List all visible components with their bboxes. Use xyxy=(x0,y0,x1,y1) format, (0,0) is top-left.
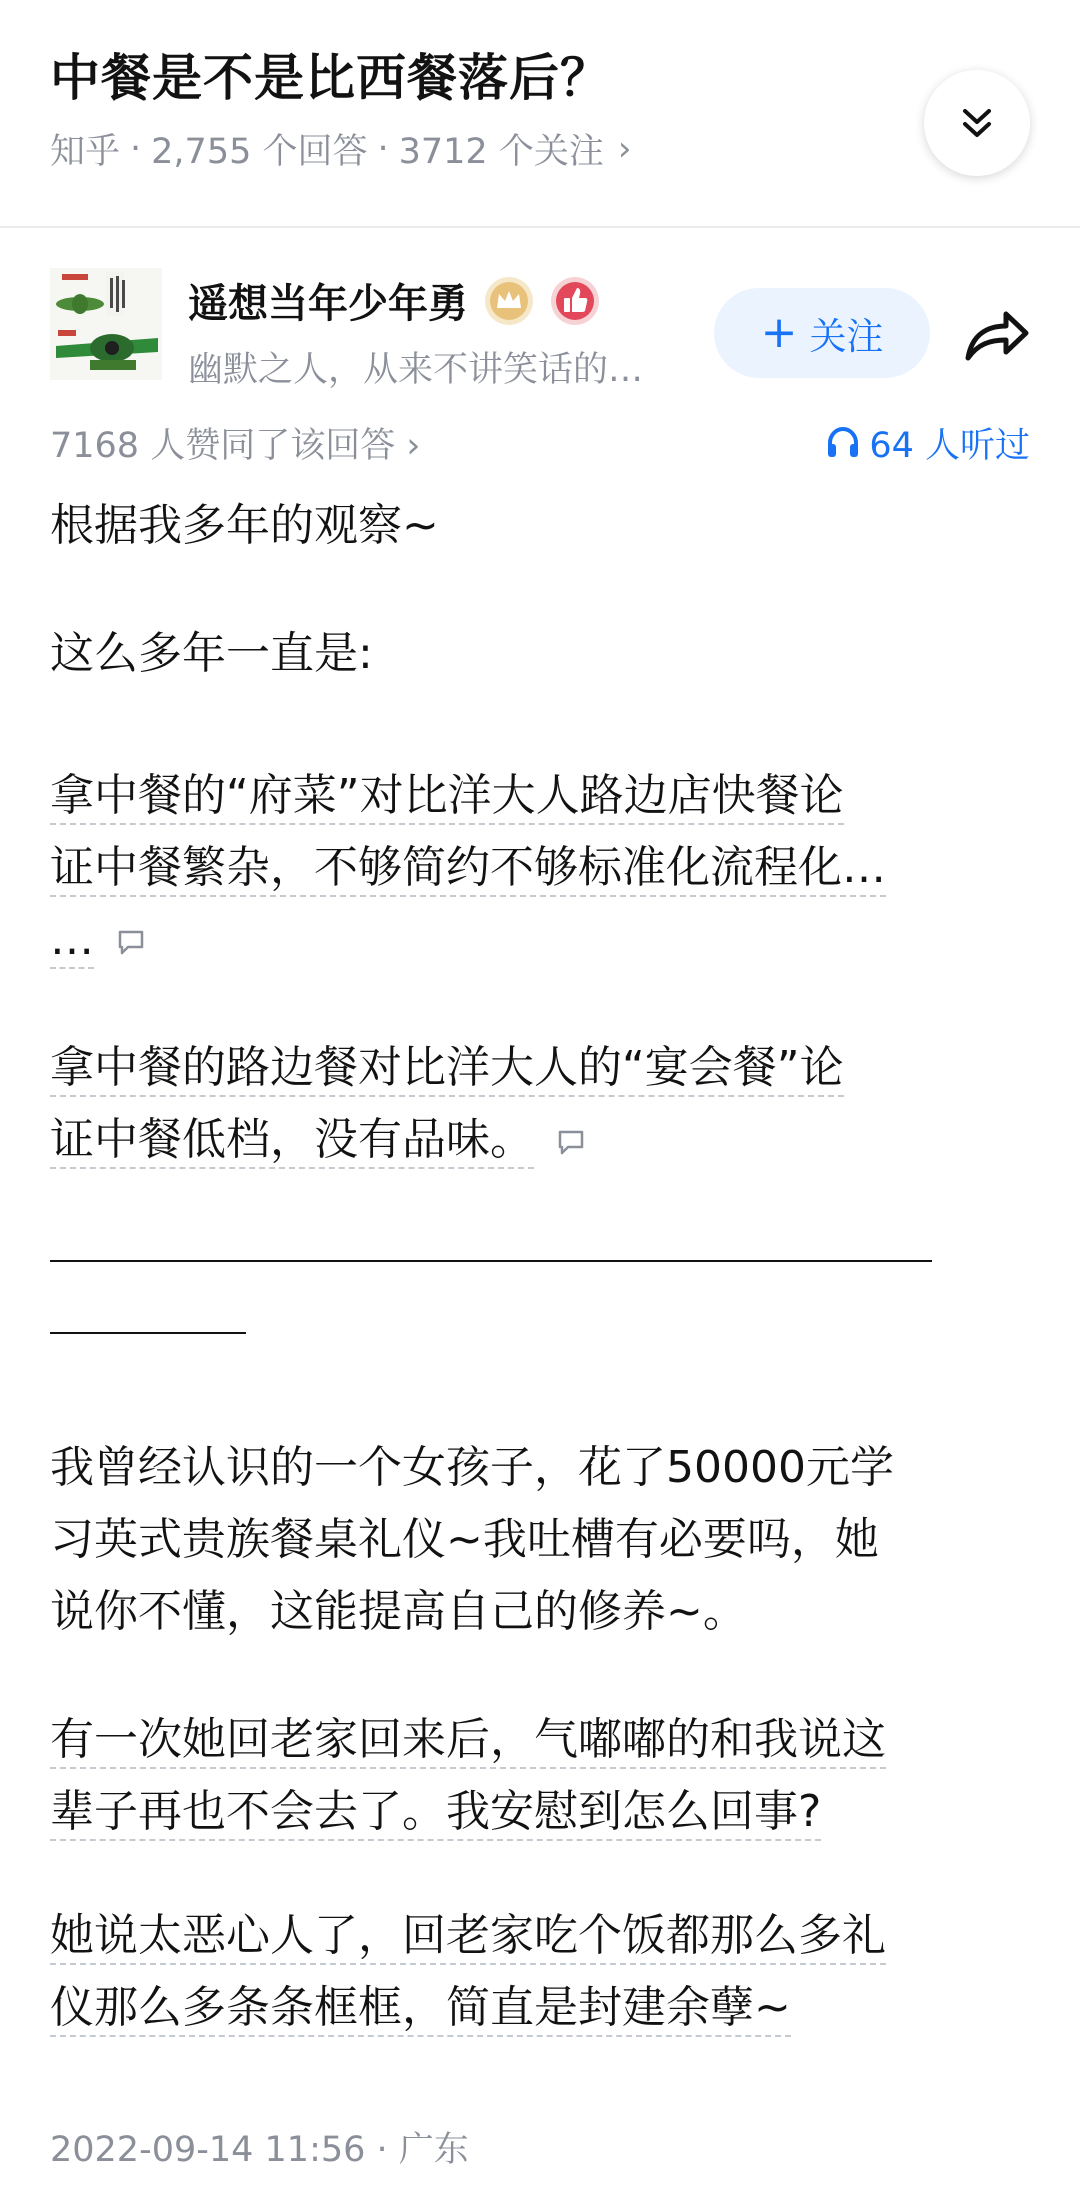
paragraph xyxy=(50,1704,886,1848)
paragraph xyxy=(50,760,886,976)
follow-button[interactable] xyxy=(714,288,930,378)
horizontal-rule xyxy=(50,1260,932,1262)
crown-badge-icon[interactable] xyxy=(484,276,534,326)
chevron-right-icon: › xyxy=(617,129,632,169)
post-date: 2022-09-14 11:56 · 广东 xyxy=(50,2130,469,2170)
comment-bubble-icon[interactable] xyxy=(556,1127,586,1157)
source-label: 知乎 xyxy=(50,132,121,172)
author-name[interactable] xyxy=(188,272,600,329)
highlighted-text[interactable]: 证中餐繁杂，不够简约不够标准化流程化… xyxy=(50,842,886,897)
highlighted-text[interactable]: 证中餐低档，没有品味。 xyxy=(50,1114,534,1169)
horizontal-rule xyxy=(50,1332,246,1334)
listened-text: 64 人听过 xyxy=(869,426,1030,466)
avatar[interactable] xyxy=(50,268,162,380)
thumbs-up-badge-icon[interactable] xyxy=(550,276,600,326)
author-row xyxy=(0,260,1080,390)
meta-separator: · xyxy=(130,129,142,169)
text-line: 我曾经认识的一个女孩子，花了50000元学 xyxy=(50,1442,894,1493)
collapse-button[interactable] xyxy=(924,70,1030,176)
highlighted-text[interactable]: … xyxy=(50,914,94,969)
question-title[interactable]: 中餐是不是比西餐落后？ xyxy=(50,49,611,107)
answer-count: 2,755 个回答 xyxy=(151,132,368,172)
agree-count[interactable] xyxy=(50,418,420,468)
paragraph xyxy=(50,1032,844,1176)
highlighted-text[interactable]: 辈子再也不会去了。我安慰到怎么回事? xyxy=(50,1786,821,1841)
plus-icon: + xyxy=(760,307,798,358)
paragraph: 根据我多年的观察~ xyxy=(50,500,439,551)
highlighted-text[interactable]: 她说太恶心人了，回老家吃个饭都那么多礼 xyxy=(50,1910,886,1965)
paragraph xyxy=(50,1900,886,2044)
highlighted-text[interactable]: 仪那么多条条框框，简直是封建余孽~ xyxy=(50,1982,791,2037)
follower-count: 3712 个关注 xyxy=(398,132,604,172)
highlighted-text[interactable]: 拿中餐的“府菜”对比洋大人路边店快餐论 xyxy=(50,770,844,825)
listened-count[interactable] xyxy=(825,418,1030,468)
text-line: 习英式贵族餐桌礼仪~我吐槽有必要吗，她 xyxy=(50,1514,879,1565)
author-bio: 幽默之人，从来不讲笑话的… xyxy=(188,350,644,390)
share-arrow-icon[interactable] xyxy=(962,300,1032,366)
meta-separator: · xyxy=(377,129,389,169)
header-divider xyxy=(0,226,1080,228)
chevron-right-icon: › xyxy=(406,426,421,466)
text-line: 说你不懂，这能提高自己的修养~。 xyxy=(50,1586,747,1637)
highlighted-text[interactable]: 拿中餐的路边餐对比洋大人的“宴会餐”论 xyxy=(50,1042,844,1097)
author-name-text: 遥想当年少年勇 xyxy=(188,281,468,327)
question-header xyxy=(0,0,1080,228)
follow-label: 关注 xyxy=(809,315,884,358)
headphones-icon xyxy=(825,425,861,461)
question-meta[interactable] xyxy=(50,124,631,174)
paragraph xyxy=(50,1432,894,1648)
paragraph: 这么多年一直是: xyxy=(50,628,373,679)
comment-bubble-icon[interactable] xyxy=(116,927,146,957)
agree-text: 7168 人赞同了该回答 xyxy=(50,426,396,466)
double-chevron-down-icon xyxy=(957,103,997,143)
stats-row xyxy=(0,418,1080,474)
highlighted-text[interactable]: 有一次她回老家回来后，气嘟嘟的和我说这 xyxy=(50,1714,886,1769)
